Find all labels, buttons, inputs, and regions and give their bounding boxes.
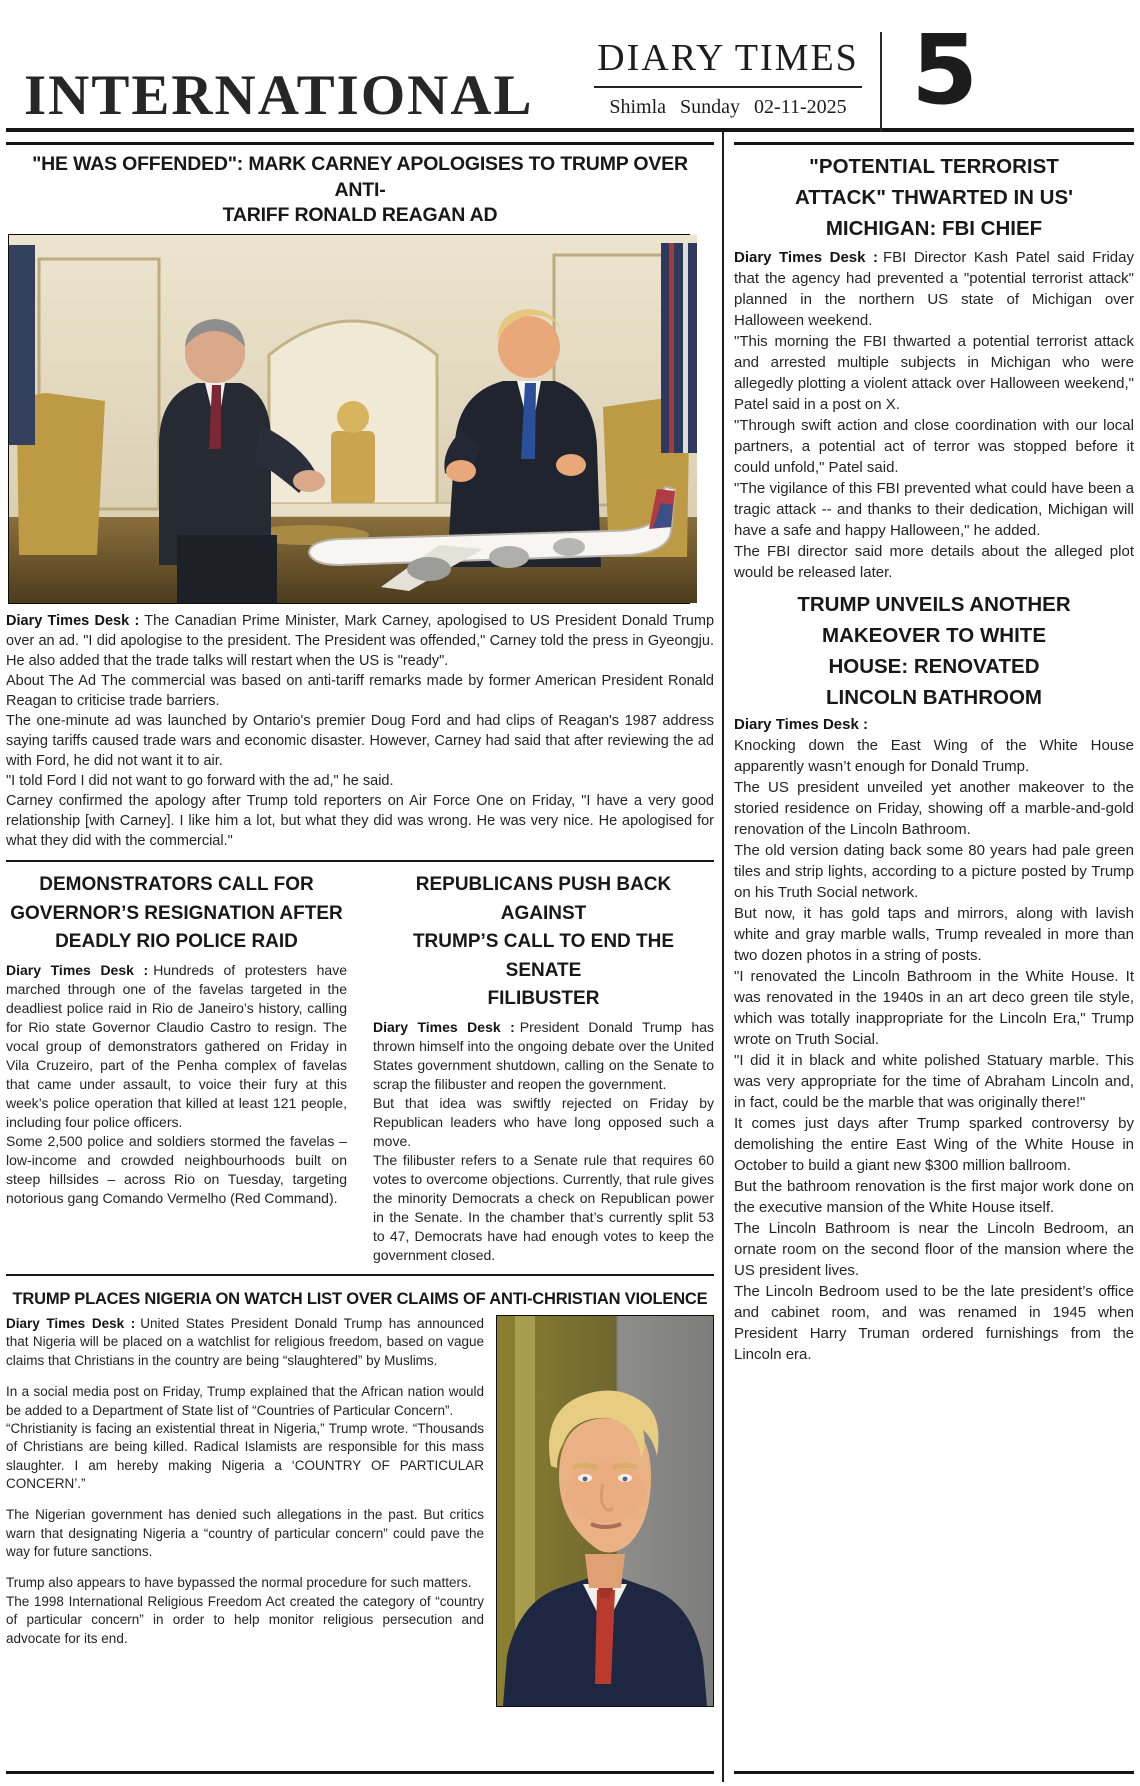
article-headline [734, 590, 1134, 713]
article-body [6, 611, 714, 851]
paragraphs [734, 735, 1134, 1365]
text-line: The old version dating back some 80 years had pale green tiles and strip lights, according to a picture posted by Trump on his Truth Social network. [734, 842, 1134, 902]
byline-line [734, 716, 1134, 733]
article-lincoln-bathroom [734, 583, 1134, 1365]
left-column [6, 132, 720, 1782]
article-headline [6, 871, 347, 957]
lead-text: FBI Director Kash Patel said Friday that the agency had prevented a "potential terrorist attack" planned in the northern US state of Michigan over Halloween weekend. [734, 249, 1134, 330]
divider [6, 1771, 714, 1774]
text-line: "HE WAS OFFENDED": MARK CARNEY APOLOGISES TO TRUMP OVER ANTI- [32, 153, 688, 201]
text-line: DEMONSTRATORS CALL FOR [39, 874, 314, 896]
divider [6, 1274, 714, 1276]
dateline-day: Sunday [680, 96, 741, 118]
text-line: DEADLY RIO POLICE RAID [55, 931, 298, 953]
text-line: Trump also appears to have bypassed the normal procedure for such matters. [6, 1575, 472, 1591]
masthead [6, 0, 1134, 132]
masthead-divider [880, 32, 882, 132]
article-body [6, 961, 347, 1208]
text-line: The Lincoln Bathroom is near the Lincoln Bedroom, an ornate room on the second floor of the mansion where the US president lives. [734, 1220, 1134, 1280]
article-headline [373, 871, 714, 1014]
lead-paragraph [734, 247, 1134, 331]
text-line: “Christianity is facing an existential threat in Nigeria,” Trump wrote. “Thousands of Christians are being killed. Radical Islamists are responsible for this mass slaughter. I am hereby making Nigeria a ‘COUNTRY OF PARTICULAR CONCERN’.” [6, 1420, 484, 1491]
lead-paragraph [6, 1315, 484, 1370]
section-title: INTERNATIONAL [24, 64, 534, 127]
article-filibuster [373, 869, 714, 1265]
text-line: Carney confirmed the apology after Trump told reporters on Air Force One on Friday, "I have a very good relationship [with Carney]. I like him a lot, but what they did was wrong. He was very nice. He apologised for what they did with the commercial." [6, 793, 714, 850]
text-line: HOUSE: RENOVATED [828, 654, 1040, 678]
text-line: FILIBUSTER [487, 988, 600, 1010]
article-body [734, 735, 1134, 1365]
byline: Diary Times Desk : [6, 1316, 136, 1332]
paragraphs [6, 1383, 484, 1648]
carney-trump-photo-illustration [9, 235, 697, 603]
text-line: The filibuster refers to a Senate rule that requires 60 votes to overcome objections. Currently, that rule gives the minority Democrats a check on Republican power in the Senate. In the chamber that’s currently split 53 to 47, Democrats have had enough votes to keep the government closed. [373, 1151, 714, 1264]
paper-name: DIARY TIMES [594, 36, 862, 88]
text-line: The Nigerian government has denied such allegations in the past. But critics warn that designating Nigeria a “country of particular concern” could pave the way for future sanctions. [6, 1507, 484, 1560]
text-line: About The Ad The commercial was based on anti-tariff remarks made by former American President Ronald Reagan to criticise trade barriers. [6, 673, 714, 710]
text-line: "Through swift action and close coordination with our local partners, a potential act of terror was stopped before it could unfold," Patel said. [734, 417, 1134, 477]
sub-articles-row [6, 869, 714, 1265]
lead-text: President Donald Trump has thrown himself into the ongoing debate over the United States government shutdown, calling on the Senate to scrap the filibuster and reopen the government. [373, 1018, 714, 1092]
main-content [6, 132, 1134, 1782]
article-headline [6, 152, 714, 229]
text-line: The one-minute ad was launched by Ontario's premier Doug Ford and had clips of Reagan's 1987 address saying tariffs caused trade wars and economic disaster. However, Carney had said that after reviewing the ad with Ford, he did not want it to air. [6, 713, 714, 770]
text-line: ATTACK" THWARTED IN US' [794, 185, 1074, 209]
article-headline: TRUMP PLACES NIGERIA ON WATCH LIST OVER CLAIMS OF ANTI-CHRISTIAN VIOLENCE [12, 1290, 708, 1309]
page-number: 5 [911, 14, 978, 126]
text-line: But that idea was swiftly rejected on Friday by Republican leaders who have long opposed such a move. [373, 1094, 714, 1149]
byline: Diary Times Desk : [6, 613, 140, 630]
text-line: REPUBLICANS PUSH BACK AGAINST [415, 874, 672, 924]
text-line: "The vigilance of this FBI prevented what could have been a tragic attack -- and thanks to their dedication, Michigan will have a safe and happy Halloween," he added. [734, 480, 1134, 540]
article-body [6, 1315, 484, 1707]
text-line: It comes just days after Trump sparked controversy by demolishing the entire East Wing of the White House in October to build a giant new $300 million ballroom. [734, 1115, 1134, 1175]
text-line: In a social media post on Friday, Trump explained that the African nation would be added to a Department of State list of “Countries of Particular Concern”. [6, 1384, 484, 1418]
paragraphs [6, 1132, 347, 1208]
article-body-row [6, 1315, 714, 1707]
carney-trump-photo [8, 234, 690, 604]
lead-paragraph [6, 961, 347, 1132]
byline: Diary Times Desk : [734, 249, 878, 267]
text-line: But the bathroom renovation is the first major work done on the executive mansion of the White House itself. [734, 1178, 1134, 1217]
text-line: Some 2,500 police and soldiers stormed the favelas – low-income and crowded neighbourhoods built on steep hillsides – across Rio on Tuesday, targeting notorious gang Comando Vermelho (Red Command). [6, 1132, 347, 1207]
byline: Diary Times Desk : [6, 961, 149, 978]
trump-portrait-photo [496, 1315, 714, 1707]
text-line: GOVERNOR’S RESIGNATION AFTER [10, 902, 343, 924]
text-line: The Lincoln Bedroom used to be the late president’s office and cabinet room, and was renamed in 1945 when President Harry Truman ordered furnishings from the Lincoln era. [734, 1283, 1134, 1364]
article-headline [734, 152, 1134, 244]
paper-name-block [594, 36, 862, 119]
text-line: Knocking down the East Wing of the White House apparently wasn’t enough for Donald Trump. [734, 737, 1134, 776]
text-line: "I told Ford I did not want to go forward with the ad," he said. [6, 773, 394, 790]
text-line: "This morning the FBI thwarted a potential terrorist attack and arrested multiple subjects in Michigan who were allegedly plotting a violent attack over Halloween weekend," Patel said in a post on X. [734, 333, 1134, 414]
lead-text: The Canadian Prime Minister, Mark Carney, apologised to US President Donald Trump over an ad. "I did apologise to the president. The President was offended," Carney told the press in Gyeongju. He also added that the trade talks will restart when the US is "ready". [6, 613, 715, 670]
article-body [734, 247, 1134, 583]
article-body [373, 1018, 714, 1265]
article-carney-apology [6, 145, 714, 851]
article-michigan-fbi [734, 145, 1134, 583]
text-line: But now, it has gold taps and mirrors, along with lavish white and gray marble walls, Trump revealed in more than two dozen photos in a string of posts. [734, 905, 1134, 965]
paragraphs [373, 1094, 714, 1265]
text-line: "I renovated the Lincoln Bathroom in the White House. It was renovated in the 1940s in an art deco green tile style, which was totally inappropriate for the Lincoln Era," Trump wrote on Truth Social. [734, 968, 1134, 1049]
byline: Diary Times Desk : [734, 716, 868, 734]
divider [6, 860, 714, 862]
text-line: LINCOLN BATHROOM [826, 685, 1042, 709]
lead-paragraph [6, 611, 714, 671]
text-line: "I did it in black and white polished Statuary marble. This was very appropriate for the time of Abraham Lincoln and, in fact, could be the marble that was originally there!" [734, 1052, 1134, 1112]
text-line: TARIFF RONALD REAGAN AD [222, 204, 498, 227]
text-line: The US president unveiled yet another makeover to the storied residence on Friday, showing off a marble-and-gold renovation of the Lincoln Bathroom. [734, 779, 1134, 839]
divider [734, 1771, 1134, 1774]
article-rio-raid [6, 869, 347, 1265]
paragraphs [6, 671, 714, 851]
text-line: "POTENTIAL TERRORIST [809, 155, 1059, 178]
article-nigeria-watchlist [6, 1283, 714, 1707]
text-line: The FBI director said more details about the alleged plot would be released later. [734, 543, 1134, 582]
paragraphs [734, 331, 1134, 583]
dateline-place: Shimla [609, 96, 667, 118]
text-line: The 1998 International Religious Freedom Act created the category of “country of particular concern” in order to help monitor religious persecution and advocate for its end. [6, 1593, 484, 1646]
dateline-date: 02-11-2025 [754, 96, 847, 118]
text-line: MICHIGAN: FBI CHIEF [825, 216, 1043, 240]
byline: Diary Times Desk : [373, 1018, 515, 1035]
trump-portrait-illustration [497, 1316, 713, 1706]
lead-text: United States President Donald Trump has announced that Nigeria will be placed on a watchlist for religious freedom, based on vague claims that Christians in the country are being “slaughtered” by Muslims. [6, 1316, 484, 1368]
lead-text: Hundreds of protesters have marched through one of the favelas targeted in the deadliest police raid in Rio de Janeiro’s history, calling for Rio state Governor Claudio Castro to resign. The vocal group of demonstrators gathered on Friday in Vila Cruzeiro, part of the Penha complex of favelas that came under assault, to voice their fury at this week’s police operation that killed at least 121 people, including four police officers. [6, 961, 347, 1130]
lead-paragraph [373, 1018, 714, 1094]
text-line: MAKEOVER TO WHITE [822, 624, 1046, 647]
text-line: TRUMP UNVEILS ANOTHER [797, 593, 1071, 617]
right-column [722, 132, 1134, 1782]
dateline [594, 96, 862, 119]
text-line: TRUMP’S CALL TO END THE SENATE [412, 931, 675, 981]
